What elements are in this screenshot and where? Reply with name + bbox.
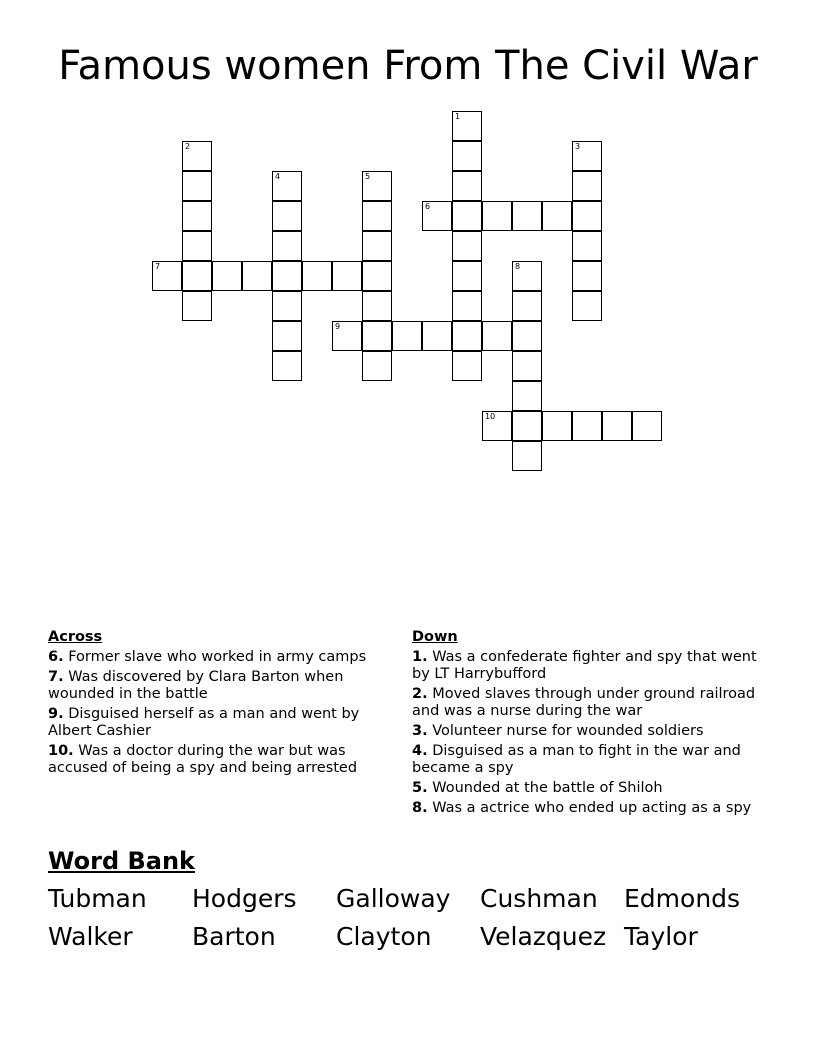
word-bank-word: Tubman (48, 884, 147, 913)
crossword-cell[interactable] (602, 411, 632, 441)
clue-number: 8. (412, 800, 428, 816)
clue-number: 9. (48, 706, 64, 722)
crossword-cell[interactable] (362, 321, 392, 351)
crossword-cell[interactable] (572, 261, 602, 291)
word-bank-word: Hodgers (192, 884, 297, 913)
down-clue (412, 780, 762, 797)
crossword-cell[interactable] (572, 171, 602, 201)
crossword-cell[interactable] (512, 441, 542, 471)
clue-number-label: 8 (515, 262, 521, 271)
crossword-cell[interactable] (182, 261, 212, 291)
crossword-cell[interactable] (512, 291, 542, 321)
clue-text: Disguised herself as a man and went by Albert Cashier (48, 706, 360, 739)
clue-number: 5. (412, 780, 428, 796)
clue-number-label: 6 (425, 202, 431, 211)
down-clue (412, 686, 762, 720)
crossword-cell[interactable] (512, 411, 542, 441)
crossword-cell[interactable] (572, 411, 602, 441)
across-clues (48, 629, 388, 780)
clue-number: 4. (412, 743, 428, 759)
crossword-cell[interactable] (272, 351, 302, 381)
word-bank-word: Velazquez (480, 922, 607, 951)
clue-text: Volunteer nurse for wounded soldiers (432, 723, 704, 739)
crossword-cell[interactable] (512, 351, 542, 381)
clue-number-label: 1 (455, 112, 461, 121)
crossword-cell[interactable] (332, 321, 362, 351)
crossword-cell[interactable] (362, 201, 392, 231)
across-clue (48, 706, 388, 740)
down-clue (412, 800, 762, 817)
crossword-cell[interactable] (272, 231, 302, 261)
crossword-cell[interactable] (272, 291, 302, 321)
crossword-cell[interactable] (632, 411, 662, 441)
clue-text: Disguised as a man to fight in the war and became a spy (412, 743, 741, 776)
crossword-cell[interactable] (452, 321, 482, 351)
crossword-cell[interactable] (572, 201, 602, 231)
across-clue (48, 743, 388, 777)
word-bank-word: Cushman (480, 884, 598, 913)
page-title: Famous women From The Civil War (58, 43, 758, 89)
clue-text: Was discovered by Clara Barton when wounded in the battle (48, 669, 344, 702)
crossword-cell[interactable] (242, 261, 272, 291)
crossword-cell[interactable] (452, 141, 482, 171)
word-bank-word: Edmonds (624, 884, 741, 913)
down-clue (412, 743, 762, 777)
crossword-cell[interactable] (452, 261, 482, 291)
crossword-cell[interactable] (362, 231, 392, 261)
crossword-cell[interactable] (272, 201, 302, 231)
crossword-cell[interactable] (572, 291, 602, 321)
crossword-cell[interactable] (512, 261, 542, 291)
clue-text: Former slave who worked in army camps (68, 649, 367, 665)
crossword-cell[interactable] (542, 201, 572, 231)
across-heading: Across (48, 629, 103, 645)
clue-number-label: 10 (485, 412, 496, 421)
clue-number: 6. (48, 649, 64, 665)
crossword-cell[interactable] (362, 351, 392, 381)
crossword-cell[interactable] (452, 111, 482, 141)
crossword-cell[interactable] (572, 141, 602, 171)
word-bank-word: Walker (48, 922, 133, 951)
crossword-cell[interactable] (512, 381, 542, 411)
crossword-cell[interactable] (482, 411, 512, 441)
crossword-cell[interactable] (272, 321, 302, 351)
crossword-cell[interactable] (272, 261, 302, 291)
crossword-cell[interactable] (182, 201, 212, 231)
clue-number-label: 7 (155, 262, 161, 271)
across-clue (48, 669, 388, 703)
crossword-cell[interactable] (362, 261, 392, 291)
clue-number: 10. (48, 743, 74, 759)
crossword-cell[interactable] (182, 171, 212, 201)
word-bank-title: Word Bank (48, 847, 196, 875)
crossword-cell[interactable] (452, 231, 482, 261)
crossword-cell[interactable] (422, 321, 452, 351)
crossword-cell[interactable] (182, 291, 212, 321)
clue-number-label: 2 (185, 142, 191, 151)
clue-number-label: 4 (275, 172, 281, 181)
word-bank-word: Galloway (336, 884, 451, 913)
crossword-cell[interactable] (452, 291, 482, 321)
clue-number: 1. (412, 649, 428, 665)
crossword-cell[interactable] (482, 321, 512, 351)
clue-number-label: 9 (335, 322, 341, 331)
word-bank-word: Clayton (336, 922, 432, 951)
crossword-cell[interactable] (392, 321, 422, 351)
crossword-cell[interactable] (452, 171, 482, 201)
down-heading: Down (412, 629, 458, 645)
clue-text: Was a doctor during the war but was accused of being a spy and being arrested (48, 743, 358, 776)
clue-text: Was a confederate fighter and spy that went by LT Harrybufford (412, 649, 757, 682)
crossword-cell[interactable] (512, 201, 542, 231)
clue-text: Moved slaves through under ground railroad and was a nurse during the war (412, 686, 756, 719)
crossword-cell[interactable] (182, 231, 212, 261)
crossword-cell[interactable] (302, 261, 332, 291)
clue-text: Was a actrice who ended up acting as a spy (432, 800, 752, 816)
crossword-cell[interactable] (572, 231, 602, 261)
crossword-cell[interactable] (452, 351, 482, 381)
crossword-cell[interactable] (182, 141, 212, 171)
word-bank-word: Barton (192, 922, 276, 951)
crossword-cell[interactable] (512, 321, 542, 351)
clue-number: 2. (412, 686, 428, 702)
clue-number: 3. (412, 723, 428, 739)
down-clues (412, 629, 762, 820)
crossword-cell[interactable] (452, 201, 482, 231)
clue-text: Wounded at the battle of Shiloh (432, 780, 663, 796)
word-bank-word: Taylor (624, 922, 698, 951)
clue-number: 7. (48, 669, 64, 685)
crossword-cell[interactable] (152, 261, 182, 291)
crossword-cell[interactable] (542, 411, 572, 441)
crossword-cell[interactable] (362, 291, 392, 321)
crossword-cell[interactable] (422, 201, 452, 231)
clue-number-label: 3 (575, 142, 581, 151)
clue-number-label: 5 (365, 172, 371, 181)
crossword-cell[interactable] (332, 261, 362, 291)
crossword-cell[interactable] (482, 201, 512, 231)
crossword-cell[interactable] (272, 171, 302, 201)
crossword-cell[interactable] (212, 261, 242, 291)
across-clue (48, 649, 388, 666)
down-clue (412, 649, 762, 683)
down-clue (412, 723, 762, 740)
crossword-cell[interactable] (362, 171, 392, 201)
